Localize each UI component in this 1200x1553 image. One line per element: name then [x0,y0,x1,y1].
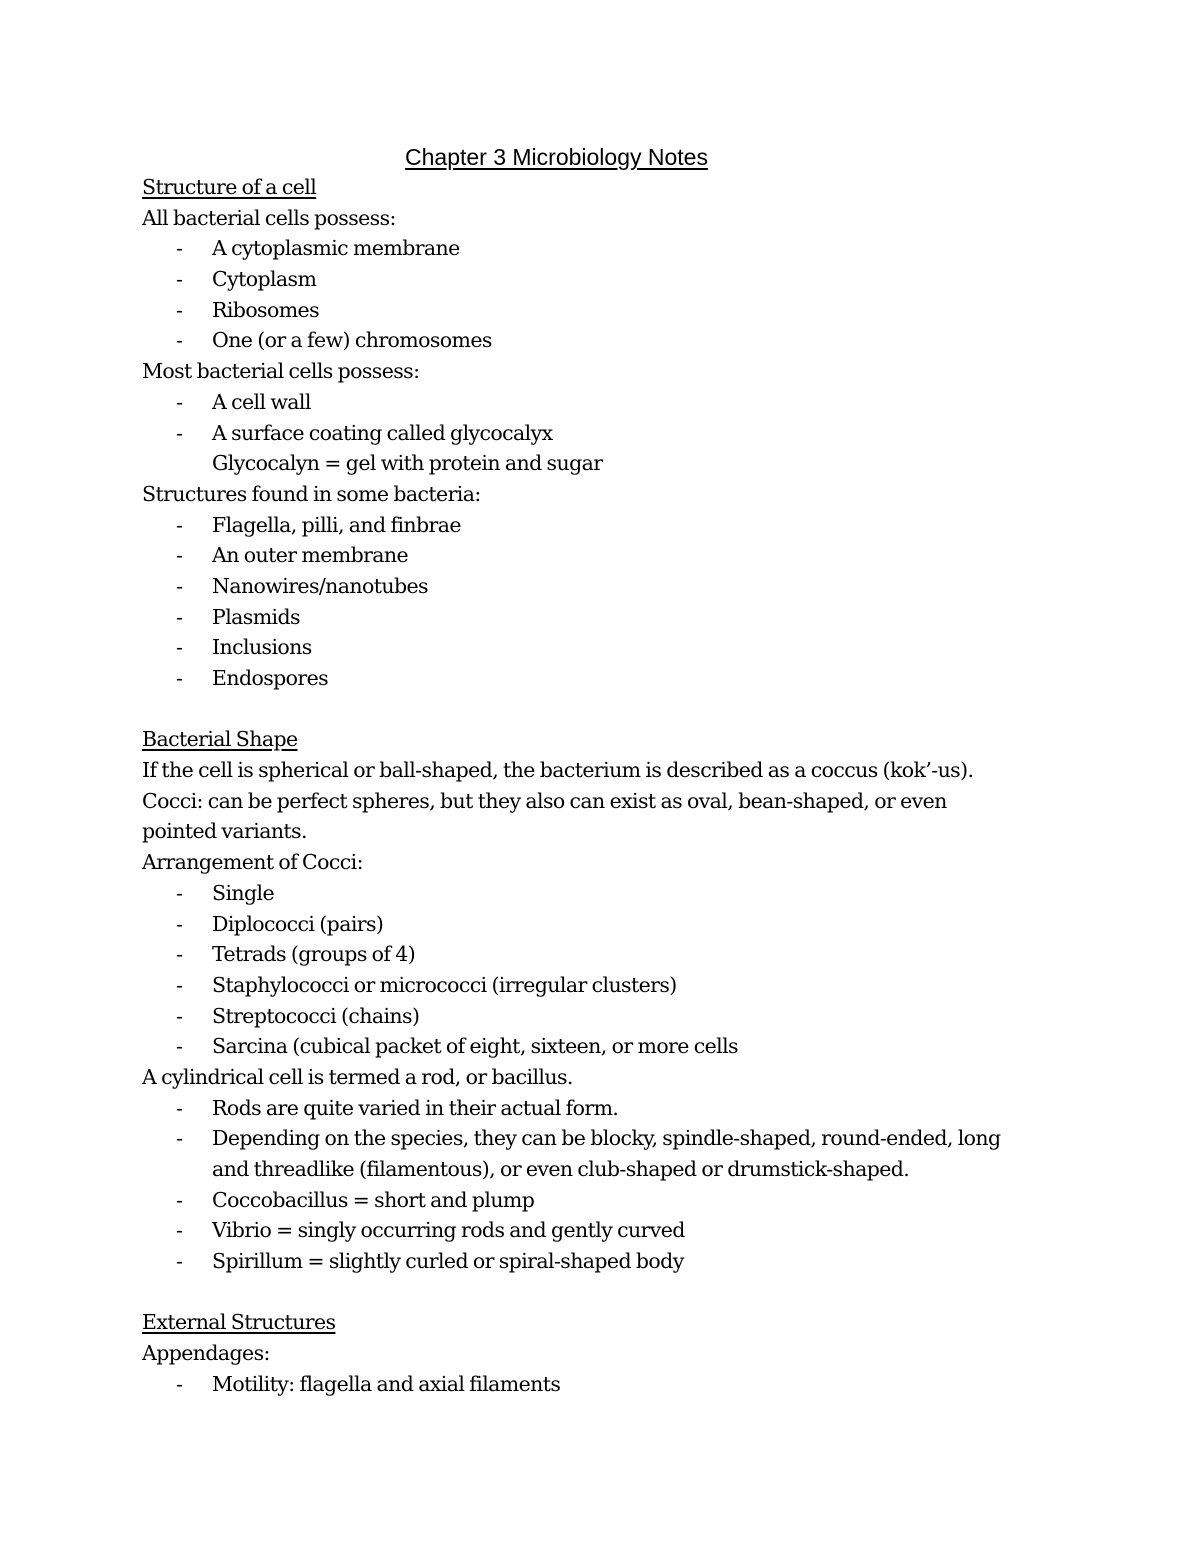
paragraph: Most bacterial cells possess: [142,359,420,384]
list-item: - Ribosomes [176,297,320,322]
list-item: - Tetrads (groups of 4) [176,942,416,967]
list-item: - Depending on the species, they can be blocky, spindle-shaped, round-ended, long [176,1126,1001,1151]
paragraph: If the cell is spherical or ball-shaped, the bacterium is described as a coccus (kok’-us). [142,758,974,783]
section-heading-shape: Bacterial Shape [142,727,298,752]
list-item: - Coccobacillus = short and plump [176,1187,535,1212]
list-item-continuation: and threadlike (filamentous), or even club-shaped or drumstick-shaped. [212,1157,910,1181]
list-item: - Motility: flagella and axial filaments [176,1371,561,1396]
list-item: - Cytoplasm [176,267,317,292]
document-body [142,172,1102,1400]
list-item: - Vibrio = singly occurring rods and gently curved [176,1218,685,1243]
paragraph: Appendages: [142,1341,270,1366]
list-item: - A surface coating called glycocalyx [176,420,553,445]
section-heading-external: External Structures [142,1310,336,1335]
list-item: - Single [176,880,275,905]
section-heading-structure: Structure of a cell [142,175,317,199]
list-item: - One (or a few) chromosomes [176,328,492,353]
list-item: - Plasmids [176,604,300,629]
paragraph: Cocci: can be perfect spheres, but they also can exist as oval, bean-shaped, or even [142,788,947,813]
paragraph: pointed variants. [142,819,307,844]
list-item: - Rods are quite varied in their actual form. [176,1095,619,1120]
page-title: Chapter 3 Microbiology Notes [405,144,708,170]
paragraph: A cylindrical cell is termed a rod, or bacillus. [142,1064,573,1089]
list-item: - An outer membrane [176,543,409,568]
list-item: - Endospores [176,666,329,690]
blank-line [142,694,1102,725]
list-item: - Inclusions [176,635,312,660]
list-item: - A cytoplasmic membrane [176,236,460,261]
list-item: - A cell wall [176,389,311,414]
paragraph: Structures found in some bacteria: [142,481,481,506]
list-item: - Staphylococci or micrococci (irregular clusters) [176,972,677,997]
list-item: - Sarcina (cubical packet of eight, sixteen, or more cells [176,1034,738,1059]
list-item: - Flagella, pilli, and finbrae [176,512,461,537]
blank-line [142,1277,1102,1308]
list-item: - Streptococci (chains) [176,1003,420,1028]
paragraph: Arrangement of Cocci: [142,850,363,875]
paragraph: All bacterial cells possess: [142,205,396,230]
list-item: - Nanowires/nanotubes [176,573,428,598]
list-note: Glycocalyn = gel with protein and sugar [212,451,603,476]
list-item: - Diplococci (pairs) [176,911,384,936]
list-item: - Spirillum = slightly curled or spiral-shaped body [176,1249,684,1274]
